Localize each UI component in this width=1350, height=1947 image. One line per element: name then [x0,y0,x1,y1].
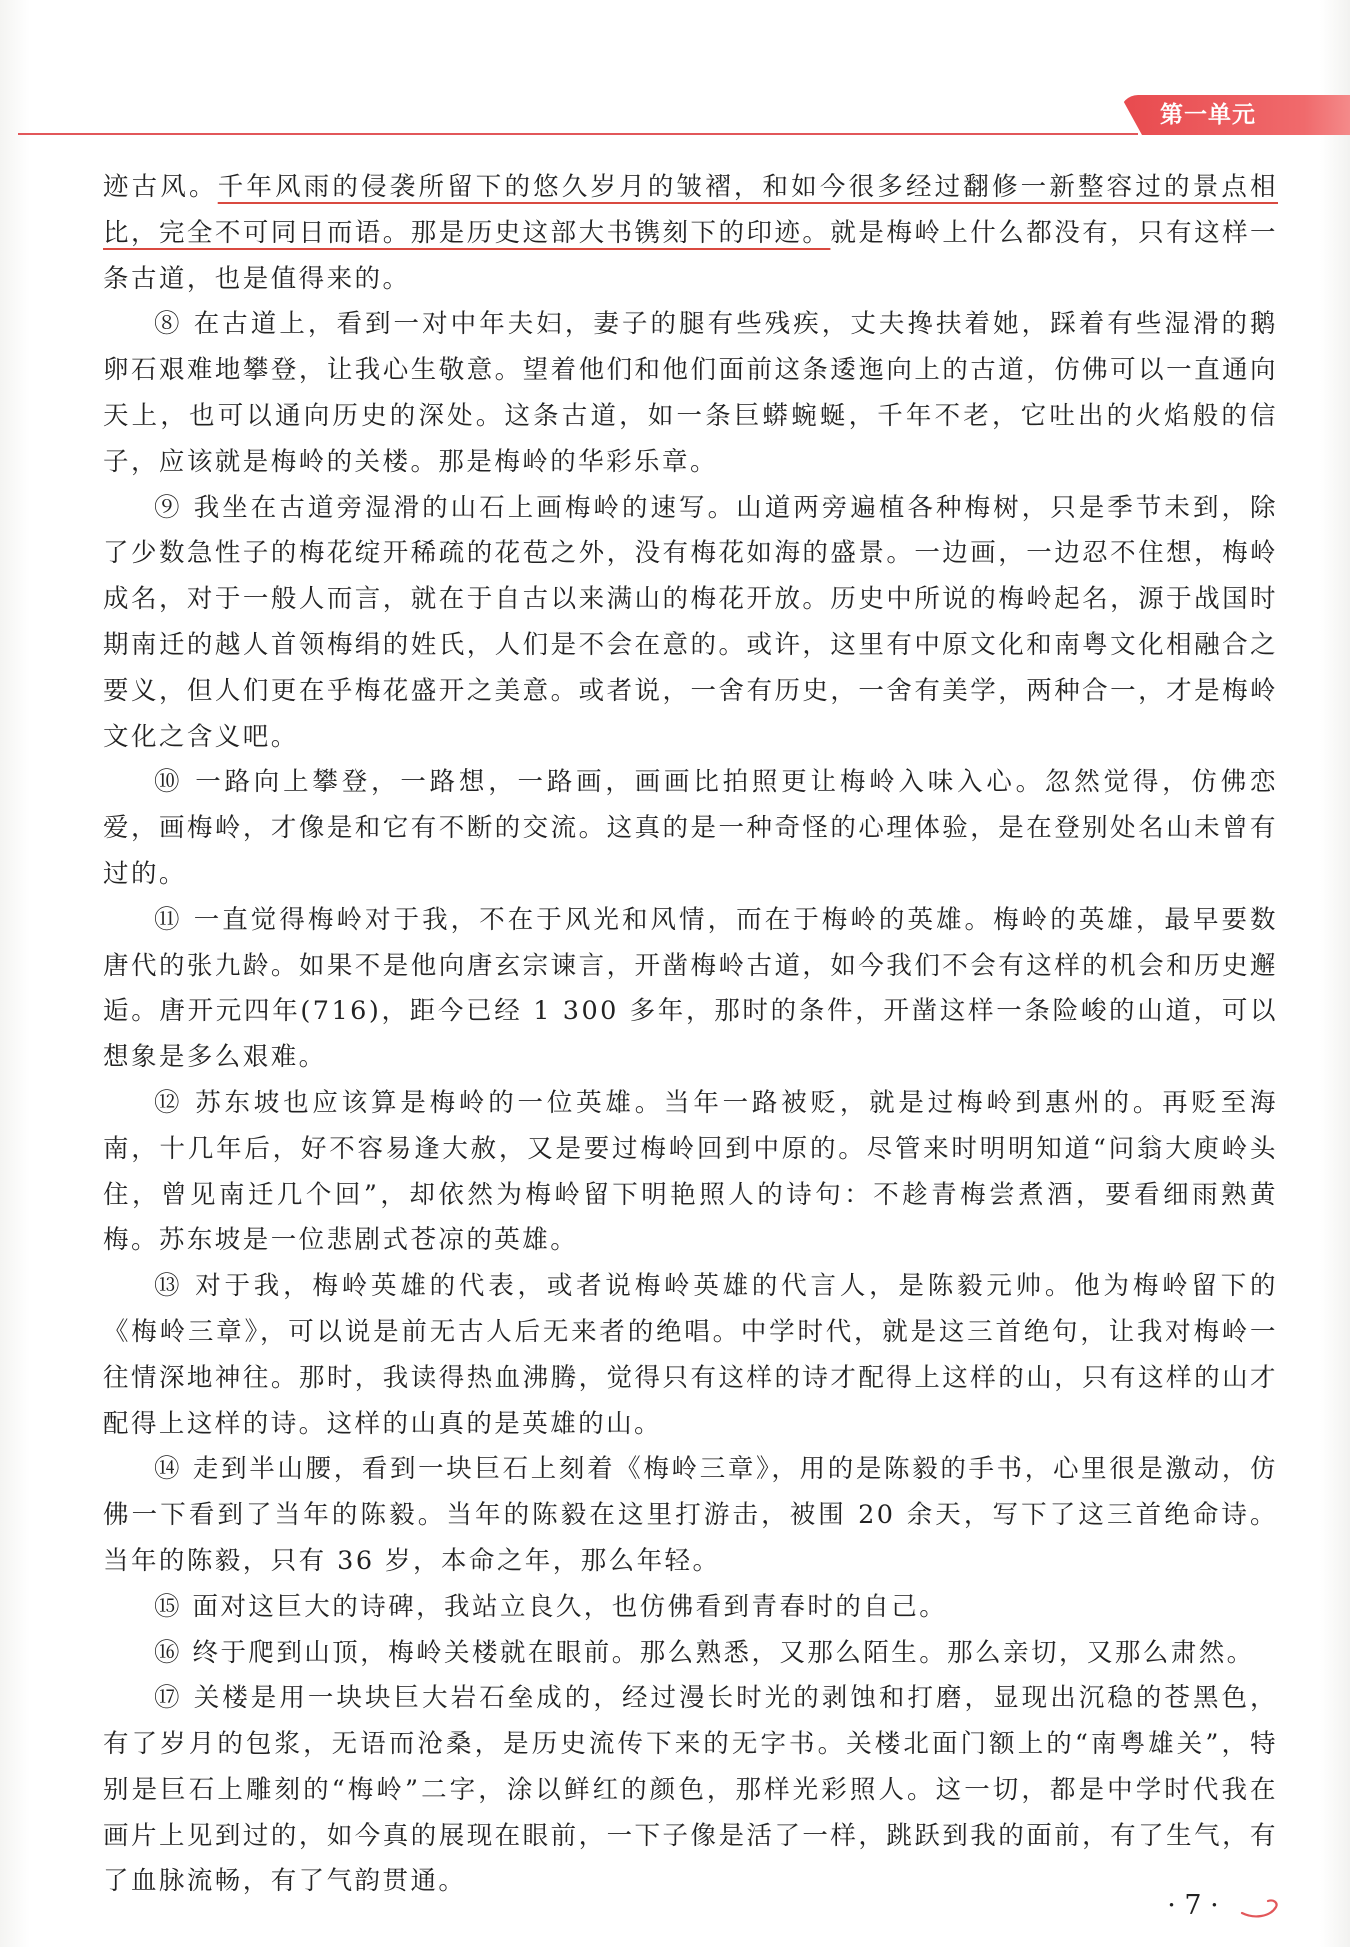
underlined-sentence: 千年风雨的侵袭所留下的悠久岁月的皱褶，和如今很多经过翻修一新整容过的景点相比，完全不可同日而语。那是历史这部大书镌刻下的印迹。 [103,172,1278,248]
paragraph-16: ⑯ 终于爬到山顶，梅岭关楼就在眼前。那么熟悉，又那么陌生。那么亲切，又那么肃然。 [154,1637,1255,1668]
paragraph-9: ⑨ 我坐在古道旁湿滑的山石上画梅岭的速写。山道两旁遍植各种梅树，只是季节未到，除了少数急性子的梅花绽开稀疏的花苞之外，没有梅花如海的盛景。一边画，一边忍不住想，梅岭成名，对于一般人而言，就在于自古以来满山的梅花开放。历史中所说的梅岭起名，源于战国时期南迁的越人首领梅绢的姓氏，人们是不会在意的。或许，这里有中原文化和南粤文化相融合之要义，但人们更在乎梅花盛开之美意。或者说，一舍有历史，一舍有美学，两种合一，才是梅岭文化之含义吧。 [103,492,1278,752]
paragraph-13: ⑬ 对于我，梅岭英雄的代表，或者说梅岭英雄的代言人，是陈毅元帅。他为梅岭留下的《梅岭三章》，可以说是前无古人后无来者的绝唱。中学时代，就是这三首绝句，让我对梅岭一往情深地神往。那时，我读得热血沸腾，觉得只有这样的诗才配得上这样的山，只有这样的山才配得上这样的诗。这样的山真的是英雄的山。 [103,1271,1278,1439]
paragraph-tail: 就是梅岭上什么都没有，只有这样一条古道，也是值得来的。 [103,217,1279,294]
header-rule [18,133,1138,135]
body-text [103,165,1278,1905]
paragraph-8: ⑧ 在古道上，看到一对中年夫妇，妻子的腿有些残疾，丈夫搀扶着她，踩着有些湿滑的鹅卵石艰难地攀登，让我心生敬意。望着他们和他们面前这条逶迤向上的古道，仿佛可以一直通向天上，也可以通向历史的深处。这条古道，如一条巨蟒蜿蜒，千年不老，它吐出的火焰般的信子，应该就是梅岭的关楼。那是梅岭的华彩乐章。 [103,309,1278,477]
paragraph-14: ⑭ 走到半山腰，看到一块巨石上刻着《梅岭三章》，用的是陈毅的手书，心里很是激动，仿佛一下看到了当年的陈毅。当年的陈毅在这里打游击，被围 20 余天，写下了这三首绝命诗。当年的陈毅，只有 36 岁，本命之年，那么年轻。 [103,1454,1278,1576]
paragraph-continuation [103,165,1278,302]
paragraph-10: ⑩ 一路向上攀登，一路想，一路画，画画比拍照更让梅岭入味入心。忽然觉得，仿佛恋爱，画梅岭，才像是和它有不断的交流。这真的是一种奇怪的心理体验，是在登别处名山未曾有过的。 [103,767,1278,889]
paragraph-15: ⑮ 面对这巨大的诗碑，我站立良久，也仿佛看到青春时的自己。 [154,1591,948,1622]
unit-label: 第一单元 [1160,102,1256,128]
paragraph-12: ⑫ 苏东坡也应该算是梅岭的一位英雄。当年一路被贬，就是过梅岭到惠州的。再贬至海南，十几年后，好不容易逢大赦，又是要过梅岭回到中原的。尽管来时明明知道“问翁大庾岭头住，曾见南迁几个回”，却依然为梅岭留下明艳照人的诗句：不趁青梅尝煮酒，要看细雨熟黄梅。苏东坡是一位悲剧式苍凉的英雄。 [103,1087,1278,1256]
paragraph-11: ⑪ 一直觉得梅岭对于我，不在于风光和风情，而在于梅岭的英雄。梅岭的英雄，最早要数唐代的张九龄。如果不是他向唐玄宗谏言，开凿梅岭古道，如今我们不会有这样的机会和历史邂逅。唐开元四年(716)，距今已经 1 300 多年，那时的条件，开凿这样一条险峻的山道，可以想象是多么艰难。 [103,904,1278,1073]
paragraph-17: ⑰ 关楼是用一块块巨大岩石垒成的，经过漫长时光的剥蚀和打磨，显现出沉稳的苍黑色，有了岁月的包浆，无语而沧桑，是历史流传下来的无字书。关楼北面门额上的“南粤雄关”，特别是巨石上雕刻的“梅岭”二字，涂以鲜红的颜色，那样光彩照人。这一切，都是中学时代我在画片上见到过的，如今真的展现在眼前，一下子像是活了一样，跳跃到我的面前，有了生气，有了血脉流畅，有了气韵贯通。 [103,1683,1278,1897]
page-number: · 7 · [1167,1890,1219,1921]
page-swoosh-ornament [1240,1893,1280,1919]
paragraph-lead: 迹古风。 [103,172,218,202]
